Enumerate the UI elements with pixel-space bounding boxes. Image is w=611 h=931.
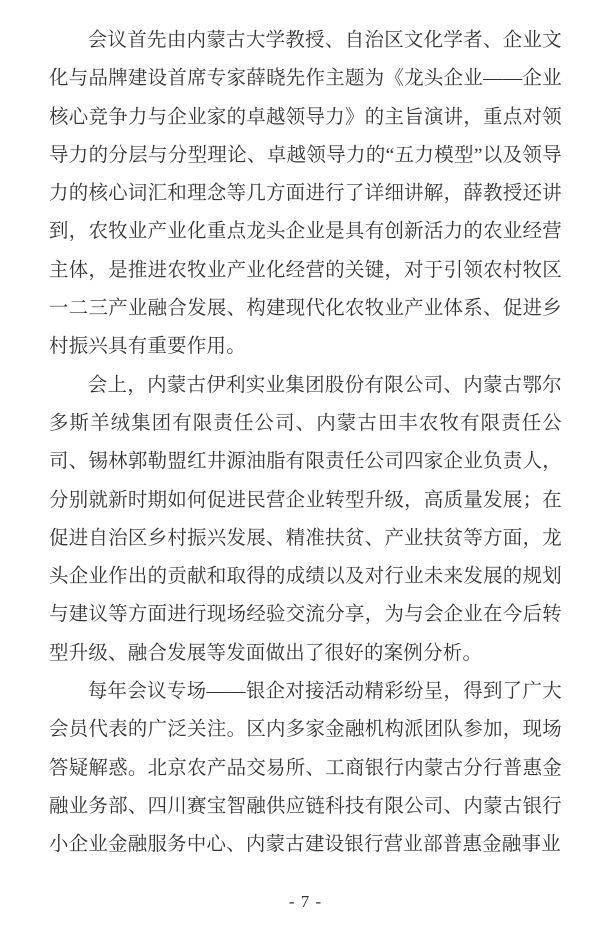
paragraph: 会上，内蒙古伊利实业集团股份有限公司、内蒙古鄂尔多斯羊绒集团有限责任公司、内蒙古田丰农牧有限责任公司、锡林郭勒盟红井源油脂有限责任公司四家企业负责人，分别就新时期如何促进民营企业转型升级，高质量发展；在促进自治区乡村振兴发展、精准扶贫、产业扶贫等方面，龙头企业作出的贡献和取得的成绩以及对行业未来发展的规划与建议等方面进行现场经验交流分享，为与会企业在今后转型升级、融合发展等发面做出了很好的案例分析。 bbox=[49, 374, 562, 664]
paragraph: 每年会议专场——银企对接活动精彩纷呈，得到了广大会员代表的广泛关注。区内多家金融机构派团队参加，现场答疑解惑。北京农产品交易所、工商银行内蒙古分行普惠金融业务部、四川赛宝智融供应链科技有限公司、内蒙古银行小企业金融服务中心、内蒙古建设银行营业部普惠金融事业 bbox=[49, 681, 562, 856]
page-number: - 7 - bbox=[288, 892, 323, 911]
paragraph: 会议首先由内蒙古大学教授、自治区文化学者、企业文化与品牌建设首席专家薛晓先作主题为《龙头企业——企业核心竞争力与企业家的卓越领导力》的主旨演讲，重点对领导力的分层与分型理论、卓越领导力的“五力模型”以及领导力的核心词汇和理念等几方面进行了详细讲解，薛教授还讲到，农牧业产业化重点龙头企业是具有创新活力的农业经营主体，是推进农牧业产业化经营的关键，对于引领农村牧区一二三产业融合发展、构建现代化农牧业产业体系、促进乡村振兴具有重要作用。 bbox=[49, 30, 562, 358]
document-body bbox=[49, 22, 562, 865]
page-footer bbox=[0, 891, 611, 913]
